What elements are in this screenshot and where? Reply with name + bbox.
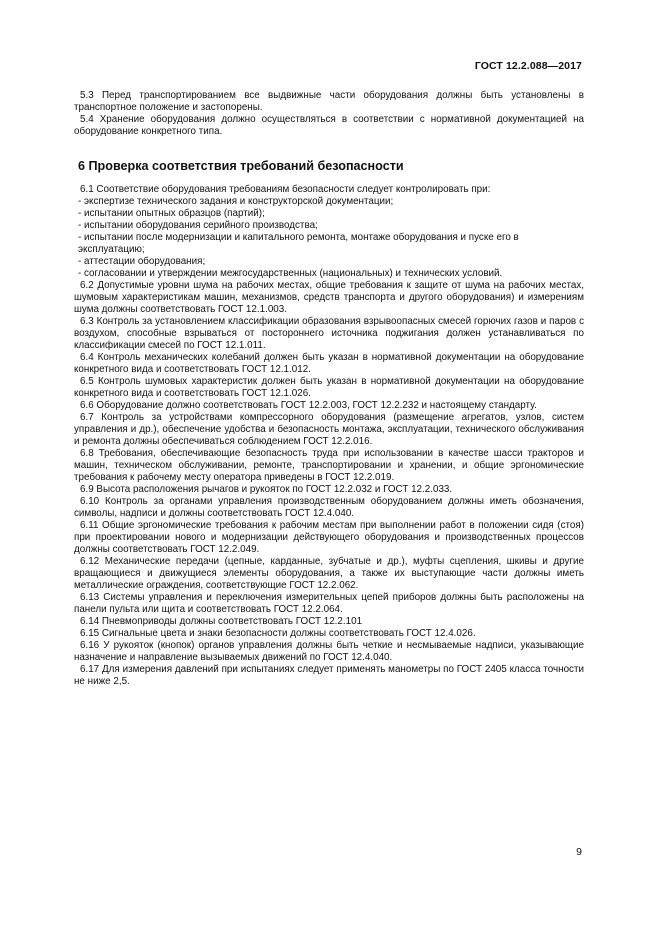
paragraph-6-1-lead: 6.1 Соответствие оборудования требованиям безопасности следует контролировать при: <box>80 184 491 195</box>
paragraph-6-15: 6.15 Сигнальные цвета и знаки безопасности должны соответствовать ГОСТ 12.4.026. <box>80 628 476 639</box>
list-item: - согласовании и утверждении межгосударственных (национальных) и технических условий. <box>78 268 503 279</box>
paragraph-6-9: 6.9 Высота расположения рычагов и рукояток по ГОСТ 12.2.032 и ГОСТ 12.2.033. <box>80 484 453 495</box>
list-item: - экспертизе технического задания и конструкторской документации; <box>78 196 394 207</box>
paragraph-6-17: 6.17 Для измерения давлений при испытаниях следует применять манометры по ГОСТ 2405 класса точности не ниже 2,5. <box>74 664 584 687</box>
document-code-header: ГОСТ 12.2.088—2017 <box>474 60 582 72</box>
list-item: - испытании оборудования серийного производства; <box>78 220 318 231</box>
paragraph-6-8: 6.8 Требования, обеспечивающие безопасность труда при использовании в качестве шасси тракторов и машин, техническом обслуживании, ремонте, транспортировании и хранении, и общие эргономические требования к рабочему месту оператора приведены в ГОСТ 12.2.019. <box>74 448 584 483</box>
list-item: - испытании опытных образцов (партий); <box>78 208 265 219</box>
list-item: - испытании после модернизации и капитального ремонта, монтаже оборудования и пуске его в эксплуатацию; <box>78 232 519 255</box>
paragraph-6-2: 6.2 Допустимые уровни шума на рабочих местах, общие требования к защите от шума на рабочих местах, шумовым характеристикам машин, механизмов, средств транспорта и другого оборудования) и измерениям шума должны соответствовать ГОСТ 12.1.003. <box>74 280 584 315</box>
paragraph-6-13: 6.13 Системы управления и переключения измерительных цепей приборов должны быть расположены на панели пульта или щита и соответствовать ГОСТ 12.2.064. <box>74 592 584 615</box>
paragraph-6-5: 6.5 Контроль шумовых характеристик должен быть указан в нормативной документации на оборудование конкретного вида и соответствовать ГОСТ 12.1.026. <box>74 376 584 399</box>
paragraph-6-6: 6.6 Оборудование должно соответствовать ГОСТ 12.2.003, ГОСТ 12.2.232 и настоящему стандарту. <box>80 400 537 411</box>
paragraph-6-12: 6.12 Механические передачи (цепные, карданные, зубчатые и др.), муфты сцепления, шкивы и другие вращающиеся и движущиеся элементы оборудования, а также их выступающие части должны иметь металлические ограждения, соответствующие ГОСТ 12.2.062. <box>74 556 584 591</box>
document-body <box>74 90 584 688</box>
paragraph-6-16: 6.16 У рукояток (кнопок) органов управления должны быть четкие и несмываемые надписи, указывающие назначение и направление вызываемых движений по ГОСТ 12.4.040. <box>74 640 584 663</box>
paragraph-5-4: 5.4 Хранение оборудования должно осуществляться в соответствии с нормативной документацией на оборудование конкретного типа. <box>74 114 584 137</box>
paragraph-6-7: 6.7 Контроль за устройствами компрессорного оборудования (размещение агрегатов, узлов, систем управления и др.), обеспечение удобства и безопасность монтажа, эксплуатации, технического обслуживания и ремонта должны обеспечиваться соблюдением ГОСТ 12.2.016. <box>74 412 584 447</box>
paragraph-6-10: 6.10 Контроль за органами управления производственным оборудованием должны иметь обозначения, символы, надписи и должны соответствовать ГОСТ 12.4.040. <box>74 496 584 519</box>
paragraph-5-3: 5.3 Перед транспортированием все выдвижные части оборудования должны быть установлены в транспортное положение и застопорены. <box>74 90 584 113</box>
page-number: 9 <box>576 846 582 858</box>
section-title: 6 Проверка соответствия требований безопасности <box>78 159 404 173</box>
list-item: - аттестации оборудования; <box>78 256 206 267</box>
paragraph-6-3: 6.3 Контроль за установлением классификации образования взрывоопасных смесей горючих газов и паров с воздухом, способные взрываться от постороннего источника поджигания должен устанавливаться по классификации смесей по ГОСТ 12.1.011. <box>74 316 584 351</box>
paragraph-6-11: 6.11 Общие эргономические требования к рабочим местам при выполнении работ в положении сидя (стоя) при проектировании нового и модернизации действующего оборудования и производственных процессов должны соответствовать ГОСТ 12.2.049. <box>74 520 584 555</box>
paragraph-6-14: 6.14 Пневмоприводы должны соответствовать ГОСТ 12.2.101 <box>80 616 363 627</box>
paragraph-6-4: 6.4 Контроль механических колебаний должен быть указан в нормативной документации на оборудование конкретного вида и соответствовать ГОСТ 12.1.012. <box>74 352 584 375</box>
